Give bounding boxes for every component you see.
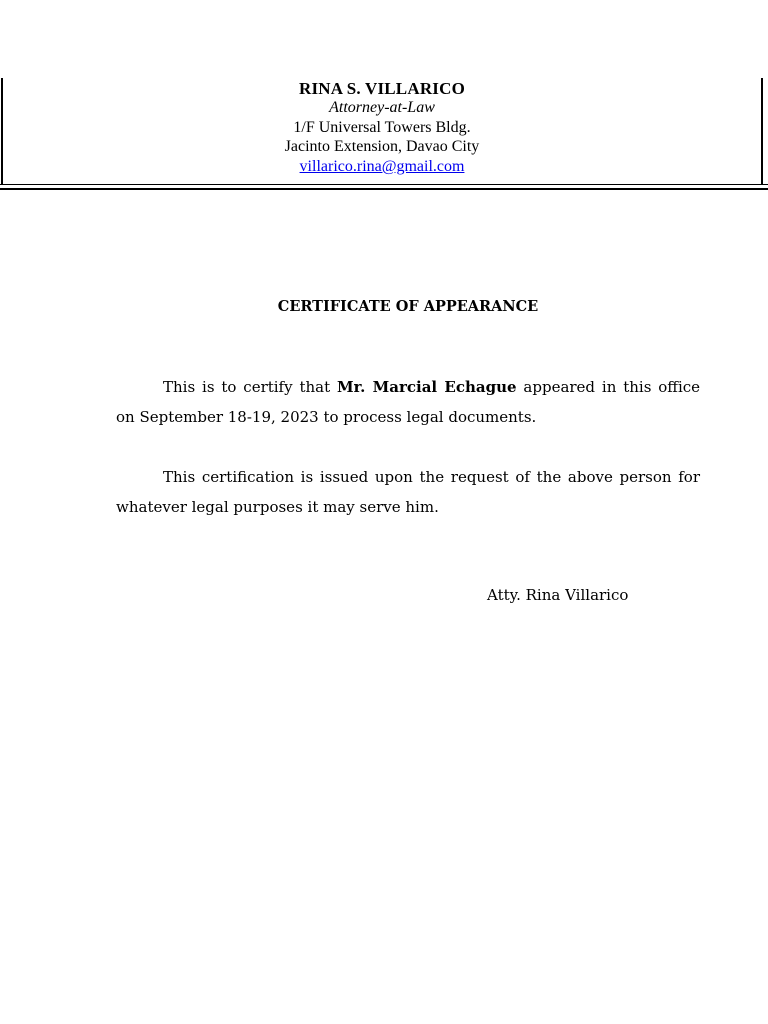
paragraph-rest-text: appeared in this office on September 18-19, 2023 to process legal documents. [116, 378, 701, 426]
document-title: CERTIFICATE OF APPEARANCE [277, 298, 539, 315]
person-name: Mr. Marcial Echague [336, 378, 517, 396]
certification-paragraph [116, 372, 700, 432]
paragraph-intro-text: This is to certify that [163, 378, 337, 396]
address-line-1: 1/F Universal Towers Bldg. [293, 119, 471, 136]
attorney-title: Attorney-at-Law [329, 99, 435, 116]
letterhead [1, 78, 763, 184]
letterhead-divider [0, 184, 768, 190]
attorney-name: RINA S. VILLARICO [298, 79, 466, 98]
signature-name: Atty. Rina Villarico [487, 586, 629, 604]
email-link[interactable]: villarico.rina@gmail.com [299, 158, 465, 175]
address-line-2: Jacinto Extension, Davao City [284, 138, 480, 155]
purpose-paragraph: This certification is issued upon the request of the above person for whatever legal purposes it may serve him. [116, 468, 700, 516]
